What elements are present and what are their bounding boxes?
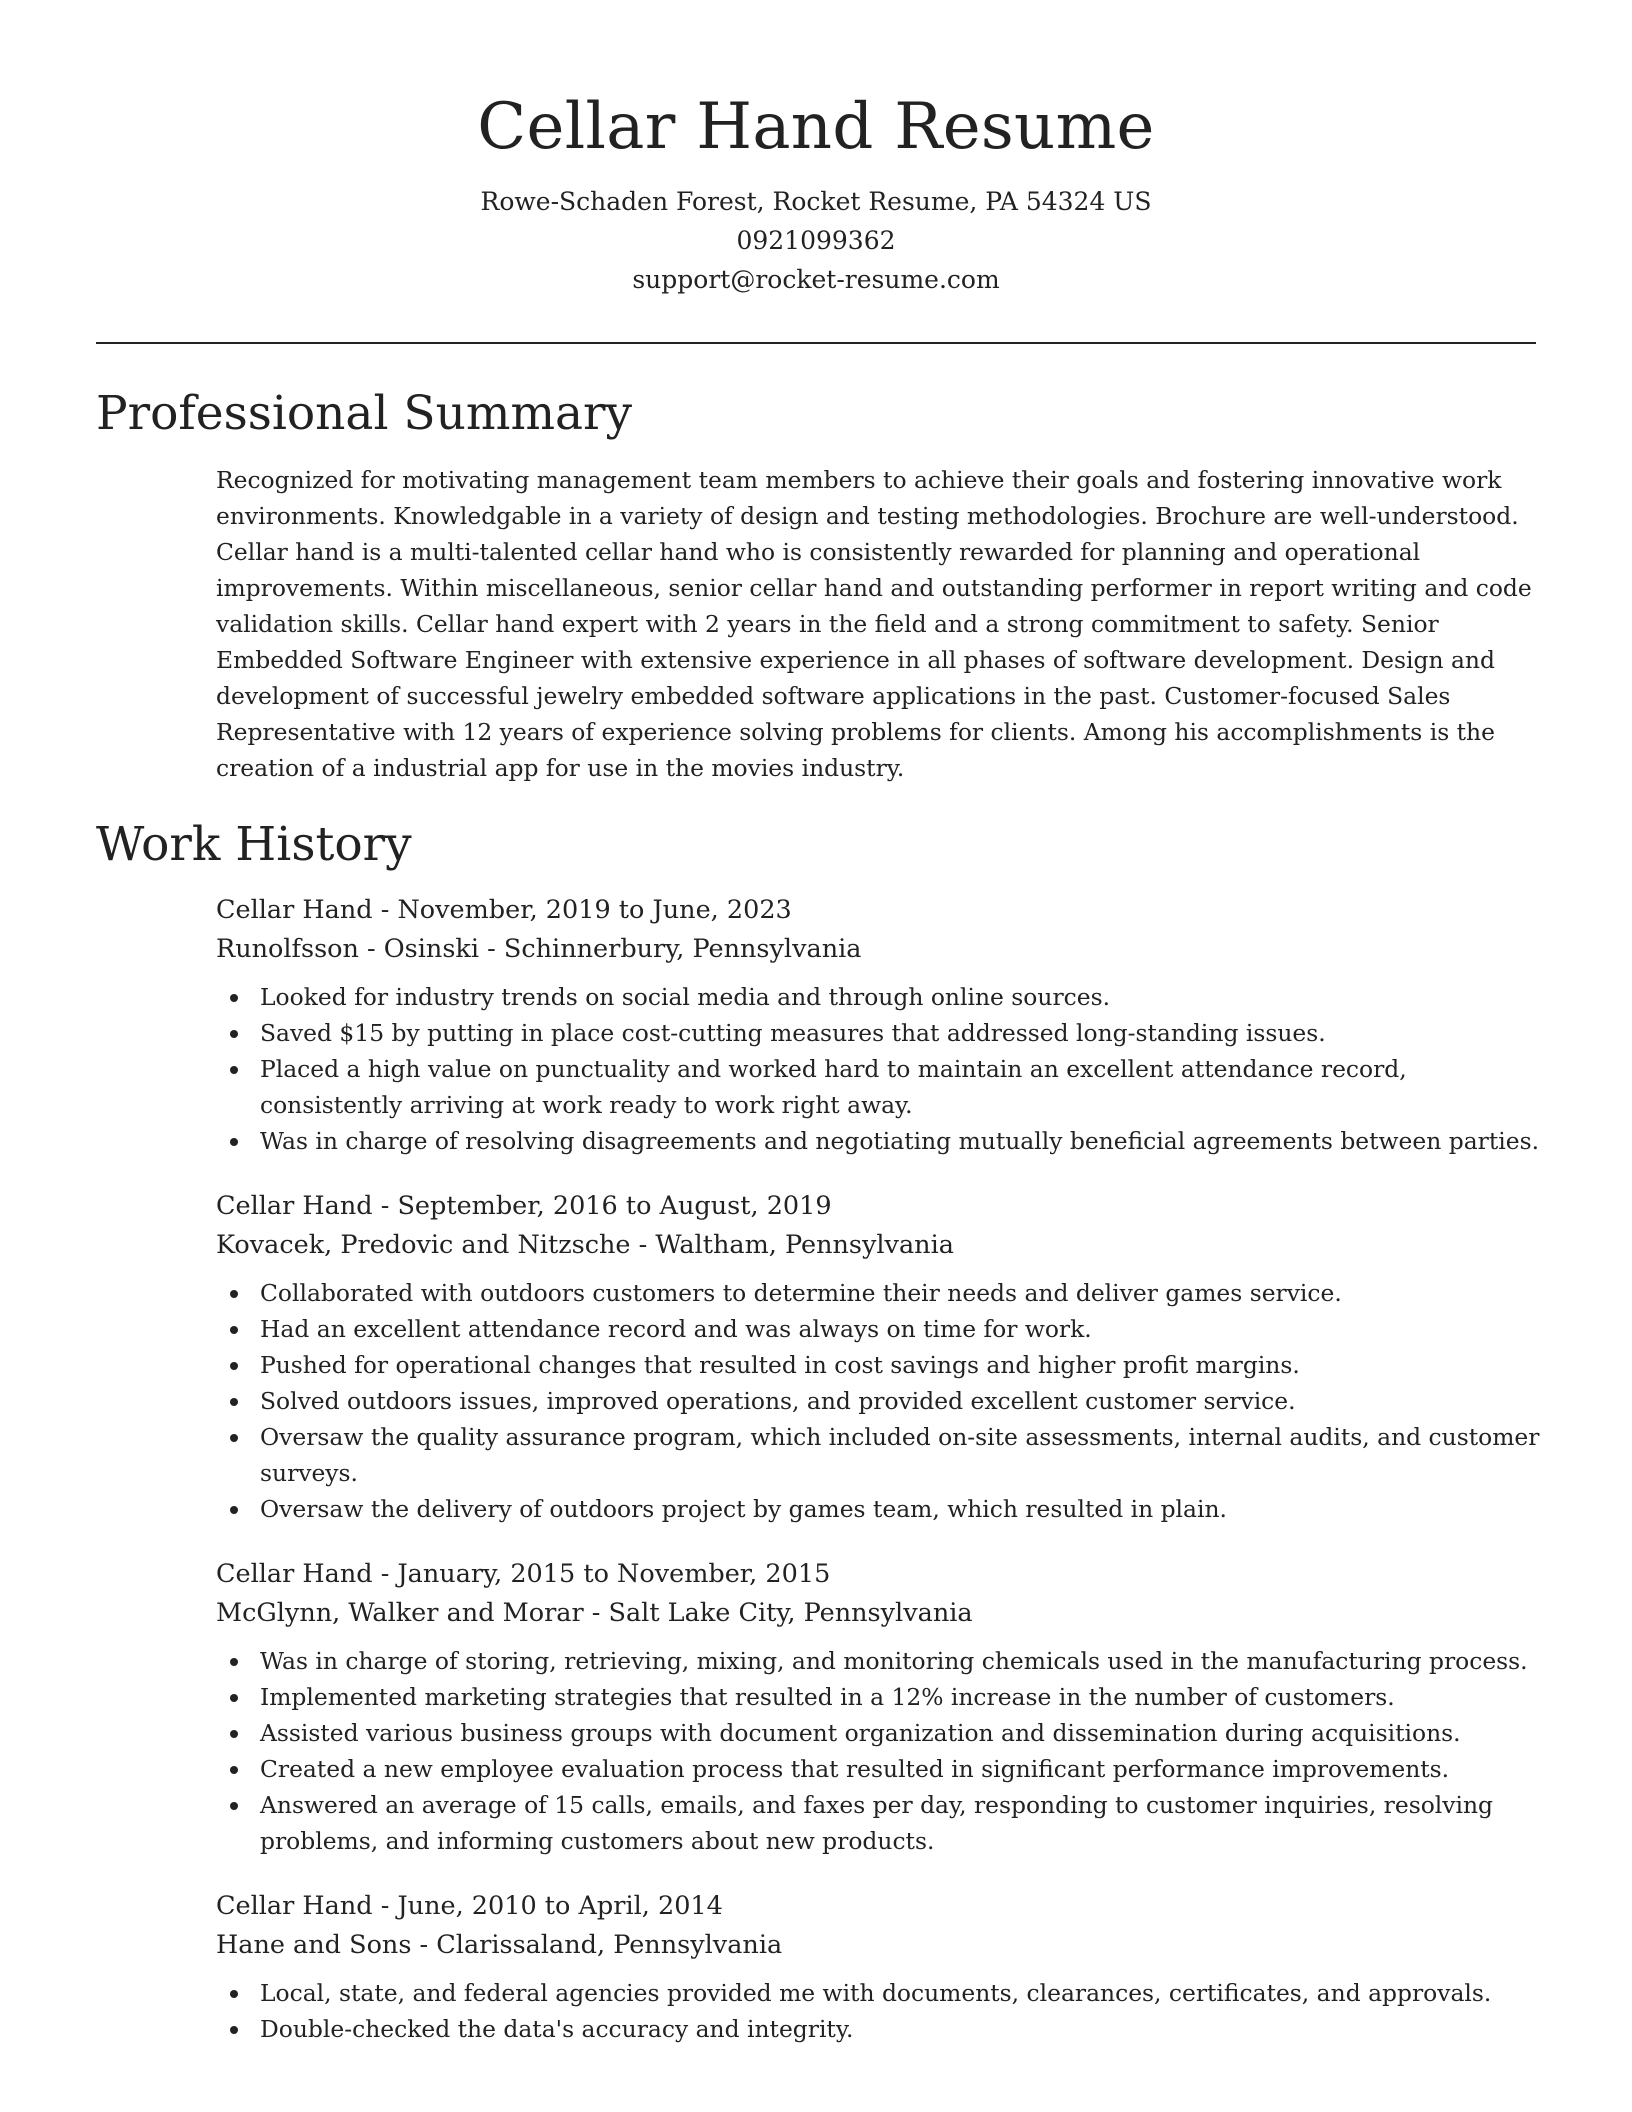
job-bullet: Collaborated with outdoors customers to determine their needs and deliver games service. xyxy=(216,1275,1546,1311)
job-bullet: Answered an average of 15 calls, emails, and faxes per day, responding to customer inquiries, resolving problems, and informing customers about new products. xyxy=(216,1787,1546,1859)
job-dates: January, 2015 to November, 2015 xyxy=(397,1559,831,1589)
job-dates: June, 2010 to April, 2014 xyxy=(397,1891,723,1921)
job-title-line: Cellar Hand - September, 2016 to August, 2019 xyxy=(216,1191,832,1221)
job-entry xyxy=(216,1555,1546,1859)
job-company: McGlynn, Walker and Morar xyxy=(216,1598,584,1628)
job-entry xyxy=(216,1887,1546,2047)
job-location: Schinnerbury, Pennsylvania xyxy=(503,934,862,964)
job-entry xyxy=(216,1187,1546,1527)
job-position: Cellar Hand xyxy=(216,1891,373,1921)
job-bullet: Was in charge of resolving disagreements and negotiating mutually beneficial agreements between parties. xyxy=(216,1123,1546,1159)
job-bullet: Created a new employee evaluation process that resulted in significant performance improvements. xyxy=(216,1751,1546,1787)
job-company: Kovacek, Predovic and Nitzsche xyxy=(216,1230,631,1260)
job-location: Salt Lake City, Pennsylvania xyxy=(608,1598,973,1628)
job-bullet: Double-checked the data's accuracy and integrity. xyxy=(216,2011,1546,2047)
job-dates: November, 2019 to June, 2023 xyxy=(397,895,792,925)
job-bullets xyxy=(216,1275,1546,1527)
job-company-line: Kovacek, Predovic and Nitzsche - Waltham, Pennsylvania xyxy=(216,1230,954,1260)
job-bullet: Had an excellent attendance record and was always on time for work. xyxy=(216,1311,1546,1347)
contact-address: Rowe-Schaden Forest, Rocket Resume, PA 54324 US xyxy=(480,187,1152,216)
job-company-line: McGlynn, Walker and Morar - Salt Lake City, Pennsylvania xyxy=(216,1598,973,1628)
job-company-line: Hane and Sons - Clarissaland, Pennsylvania xyxy=(216,1930,783,1960)
work-history-list xyxy=(216,891,1546,2075)
summary-heading: Professional Summary xyxy=(96,386,633,441)
job-position: Cellar Hand xyxy=(216,1191,373,1221)
job-company: Runolfsson - Osinski xyxy=(216,934,480,964)
job-bullet: Implemented marketing strategies that resulted in a 12% increase in the number of customers. xyxy=(216,1679,1546,1715)
job-bullet: Saved $15 by putting in place cost-cutting measures that addressed long-standing issues. xyxy=(216,1015,1546,1051)
resume-title: Cellar Hand Resume xyxy=(477,90,1155,164)
resume-header xyxy=(96,82,1536,299)
job-bullet: Was in charge of storing, retrieving, mixing, and monitoring chemicals used in the manufacturing process. xyxy=(216,1643,1546,1679)
job-bullet: Oversaw the delivery of outdoors project by games team, which resulted in plain. xyxy=(216,1491,1546,1527)
summary-text: Recognized for motivating management team members to achieve their goals and fostering innovative work environments. Knowledgable in a variety of design and testing methodologies. Brochure are well-understood. Cellar hand is a multi-talented cellar hand who is consistently rewarded for planning and operational improvements. Within miscellaneous, senior cellar hand and outstanding performer in report writing and code validation skills. Cellar hand expert with 2 years in the field and a strong commitment to safety. Senior Embedded Software Engineer with extensive experience in all phases of software development. Design and development of successful jewelry embedded software applications in the past. Customer-focused Sales Representative with 12 years of experience solving problems for clients. Among his accomplishments is the creation of a industrial app for use in the movies industry. xyxy=(216,466,1532,782)
job-position: Cellar Hand xyxy=(216,1559,373,1589)
job-location: Waltham, Pennsylvania xyxy=(655,1230,954,1260)
job-position: Cellar Hand xyxy=(216,895,373,925)
job-dates: September, 2016 to August, 2019 xyxy=(397,1191,832,1221)
job-bullets xyxy=(216,979,1546,1159)
header-divider xyxy=(96,342,1536,344)
job-location: Clarissaland, Pennsylvania xyxy=(436,1930,783,1960)
job-bullets xyxy=(216,1975,1546,2047)
job-bullets xyxy=(216,1643,1546,1859)
contact-phone: 0921099362 xyxy=(736,226,896,255)
job-bullet: Looked for industry trends on social media and through online sources. xyxy=(216,979,1546,1015)
job-title-line: Cellar Hand - June, 2010 to April, 2014 xyxy=(216,1891,723,1921)
job-bullet: Oversaw the quality assurance program, which included on-site assessments, internal audits, and customer surveys. xyxy=(216,1419,1546,1491)
job-entry xyxy=(216,891,1546,1159)
job-title-line: Cellar Hand - January, 2015 to November, 2015 xyxy=(216,1559,831,1589)
job-company-line: Runolfsson - Osinski - Schinnerbury, Pennsylvania xyxy=(216,934,862,964)
job-company: Hane and Sons xyxy=(216,1930,412,1960)
job-title-line: Cellar Hand - November, 2019 to June, 2023 xyxy=(216,895,792,925)
work-history-heading: Work History xyxy=(96,817,412,872)
job-bullet: Assisted various business groups with document organization and dissemination during acquisitions. xyxy=(216,1715,1546,1751)
job-bullet: Pushed for operational changes that resulted in cost savings and higher profit margins. xyxy=(216,1347,1546,1383)
job-bullet: Placed a high value on punctuality and worked hard to maintain an excellent attendance record, consistently arriving at work ready to work right away. xyxy=(216,1051,1546,1123)
job-bullet: Local, state, and federal agencies provided me with documents, clearances, certificates, and approvals. xyxy=(216,1975,1546,2011)
job-bullet: Solved outdoors issues, improved operations, and provided excellent customer service. xyxy=(216,1383,1546,1419)
contact-email: support@rocket-resume.com xyxy=(632,265,1000,294)
